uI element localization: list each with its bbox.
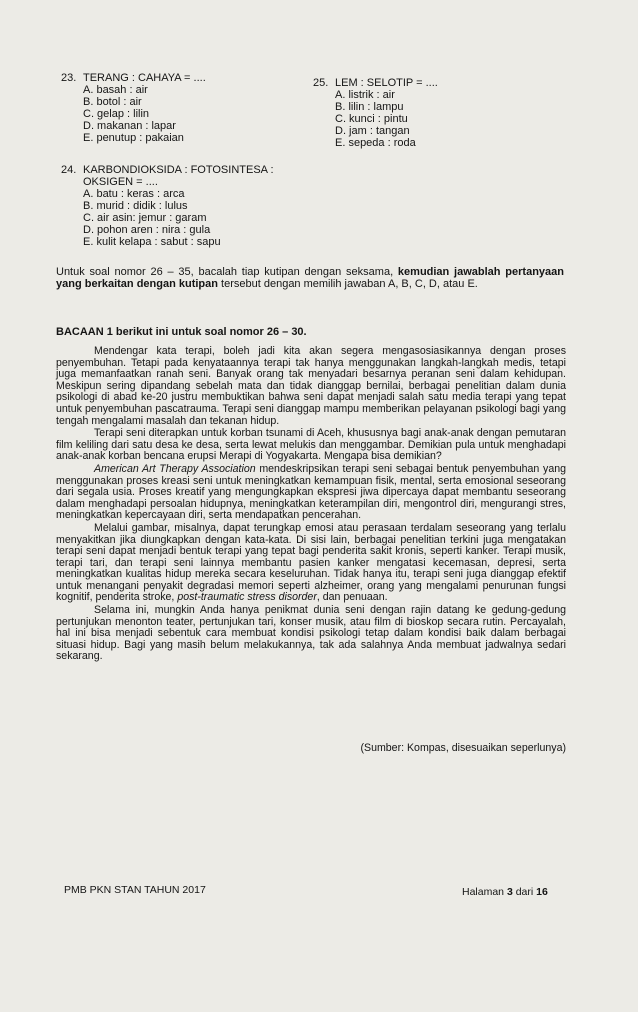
question-25 (313, 77, 438, 149)
option-e: E. kulit kelapa : sabut : sapu (83, 236, 221, 248)
option-c: C. kunci : pintu (335, 113, 408, 125)
question-24 (61, 164, 283, 248)
passage-paragraph-2: Terapi seni diterapkan untuk korban tsunami di Aceh, khususnya bagi anak-anak dengan pemutaran film keliling dari satu desa ke desa, serta lewat melukis dan menggambar. Demikian pula untuk menghadapi anak-anak korban bencana erupsi Merapi di Yogyakarta. Mengapa bisa demikian? (56, 427, 566, 463)
option-d: D. jam : tangan (335, 125, 410, 137)
passage-paragraph-4-text: Melalui gambar, misalnya, dapat terungkap emosi atau perasaan terdalam seseorang yang terlalu menyakitkan jika diungkapkan dengan kata-kata. Di sisi lain, berbagai penelitian terkini juga mengatakan terapi seni dapat menjadi bentuk terapi yang tepat bagi penderita sakit kronis, seperti kanker. Terapi musik, terapi tari, dan terapi seni lainnya membantu pasien kanker mengatasi kecemasan, depresi, serta meningkatkan kualitas hidup mereka secara keseluruhan. Tidak hanya itu, terapi seni juga dianggap efektif untuk menangani penyakit degradasi memori seperti alzheimer, orang yang mengalami penurunan fungsi kognitif, penderita stroke, (56, 521, 566, 604)
option-c: C. gelap : lilin (83, 108, 150, 120)
page-current: 3 (506, 886, 513, 898)
question-number: 24. (61, 164, 77, 176)
question-stem: KARBONDIOKSIDA : FOTOSINTESA : OKSIGEN = .... (83, 164, 274, 188)
passage-paragraph-3-text: mendeskripsikan terapi seni sebagai bentuk penyembuhan yang menggunakan proses kreasi seni untuk meningkatkan kemampuan fisik, mental, serta emosional seseorang dari segala usia. Proses kreatif yang mengungkapkan ekspresi jiwa dipercaya dapat membantu seseorang dalam menghadapi persoalan hidupnya, meningkatkan keterampilan diri, mengontrol diri, mengurangi stres, meningkatkan kepercayaan diri, serta mendapatkan pencerahan. (56, 462, 566, 522)
option-d: D. makanan : lapar (83, 120, 176, 132)
option-a: A. batu : keras : arca (83, 188, 185, 200)
instruction-part1: Untuk soal nomor 26 – 35, bacalah tiap kutipan dengan seksama, (56, 266, 398, 278)
option-a: A. basah : air (83, 84, 148, 96)
passage-paragraph-3 (56, 464, 566, 522)
option-c: C. air asin: jemur : garam (83, 212, 207, 224)
footer-exam-title: PMB PKN STAN TAHUN 2017 (64, 884, 206, 896)
option-b: B. murid : didik : lulus (83, 200, 188, 212)
question-stem: TERANG : CAHAYA = .... (83, 72, 206, 84)
passage-ptsd-term: post-traumatic stress disorder (177, 591, 317, 604)
question-stem: LEM : SELOTIP = .... (335, 77, 438, 89)
passage-paragraph-5: Selama ini, mungkin Anda hanya penikmat dunia seni dengan rajin datang ke gedung-gedung pertunjukan menonton teater, pertunjukan tari, konser musik, atau film di bioskop secara rutin. Percayalah, hal ini bisa menjadi sebentuk cara membuat kondisi psikologi tetap dalam kondisi baik dalam berbagai situasi hidup. Bagi yang masih belum melakukannya, tak ada salahnya Anda membuat jadwalnya sedari sekarang. (56, 604, 566, 663)
option-a: A. listrik : air (335, 89, 395, 101)
footer-page-number (462, 886, 548, 898)
page-prefix: Halaman (462, 886, 507, 898)
page-mid: dari (512, 886, 537, 898)
passage-source: (Sumber: Kompas, disesuaikan seperlunya) (360, 742, 566, 754)
option-e: E. sepeda : roda (335, 137, 416, 149)
passage-paragraph-4-end: , dan penuaan. (316, 591, 388, 604)
page-total: 16 (536, 886, 548, 898)
passage-paragraph-1: Mendengar kata terapi, boleh jadi kita akan segera mengasosiasikannya dengan proses penyembuhan. Tetapi pada kenyataannya terapi tak hanya menggunakan langkah-langkah medis, tetapi juga memanfaatkan ranah seni. Banyak orang tak menyadari besarnya peranan seni dalam kehidupan. Meskipun sering dipandang sebelah mata dan tidak dianggap bernilai, berbagai penelitian dalam dunia psikologi di abad ke-20 justru membuktikan bahwa seni dapat menjadi salah satu media terapi yang tepat untuk penyembuhan pascatrauma. Terapi seni dianggap mampu memberikan pelayanan psikologi bagi yang tengah mengalami masalah dan tekanan hidup. (56, 345, 566, 427)
instruction-bold: kemudian jawablah pertanyaan yang berkaitan dengan kutipan (56, 266, 564, 290)
question-number: 23. (61, 72, 77, 84)
option-e: E. penutup : pakaian (83, 132, 184, 144)
option-d: D. pohon aren : nira : gula (83, 224, 211, 236)
option-b: B. botol : air (83, 96, 142, 108)
passage-paragraph-4 (56, 523, 566, 604)
option-b: B. lilin : lampu (335, 101, 404, 113)
question-23 (61, 72, 206, 144)
passage-org-name: American Art Therapy Association (94, 462, 256, 475)
reading-heading: BACAAN 1 berikut ini untuk soal nomor 26 – 30. (56, 326, 307, 338)
reading-passage (56, 346, 566, 664)
question-number: 25. (313, 77, 329, 89)
instruction-part2: tersebut dengan memilih jawaban A, B, C, D, atau E. (217, 278, 478, 290)
instruction-text (56, 266, 564, 290)
